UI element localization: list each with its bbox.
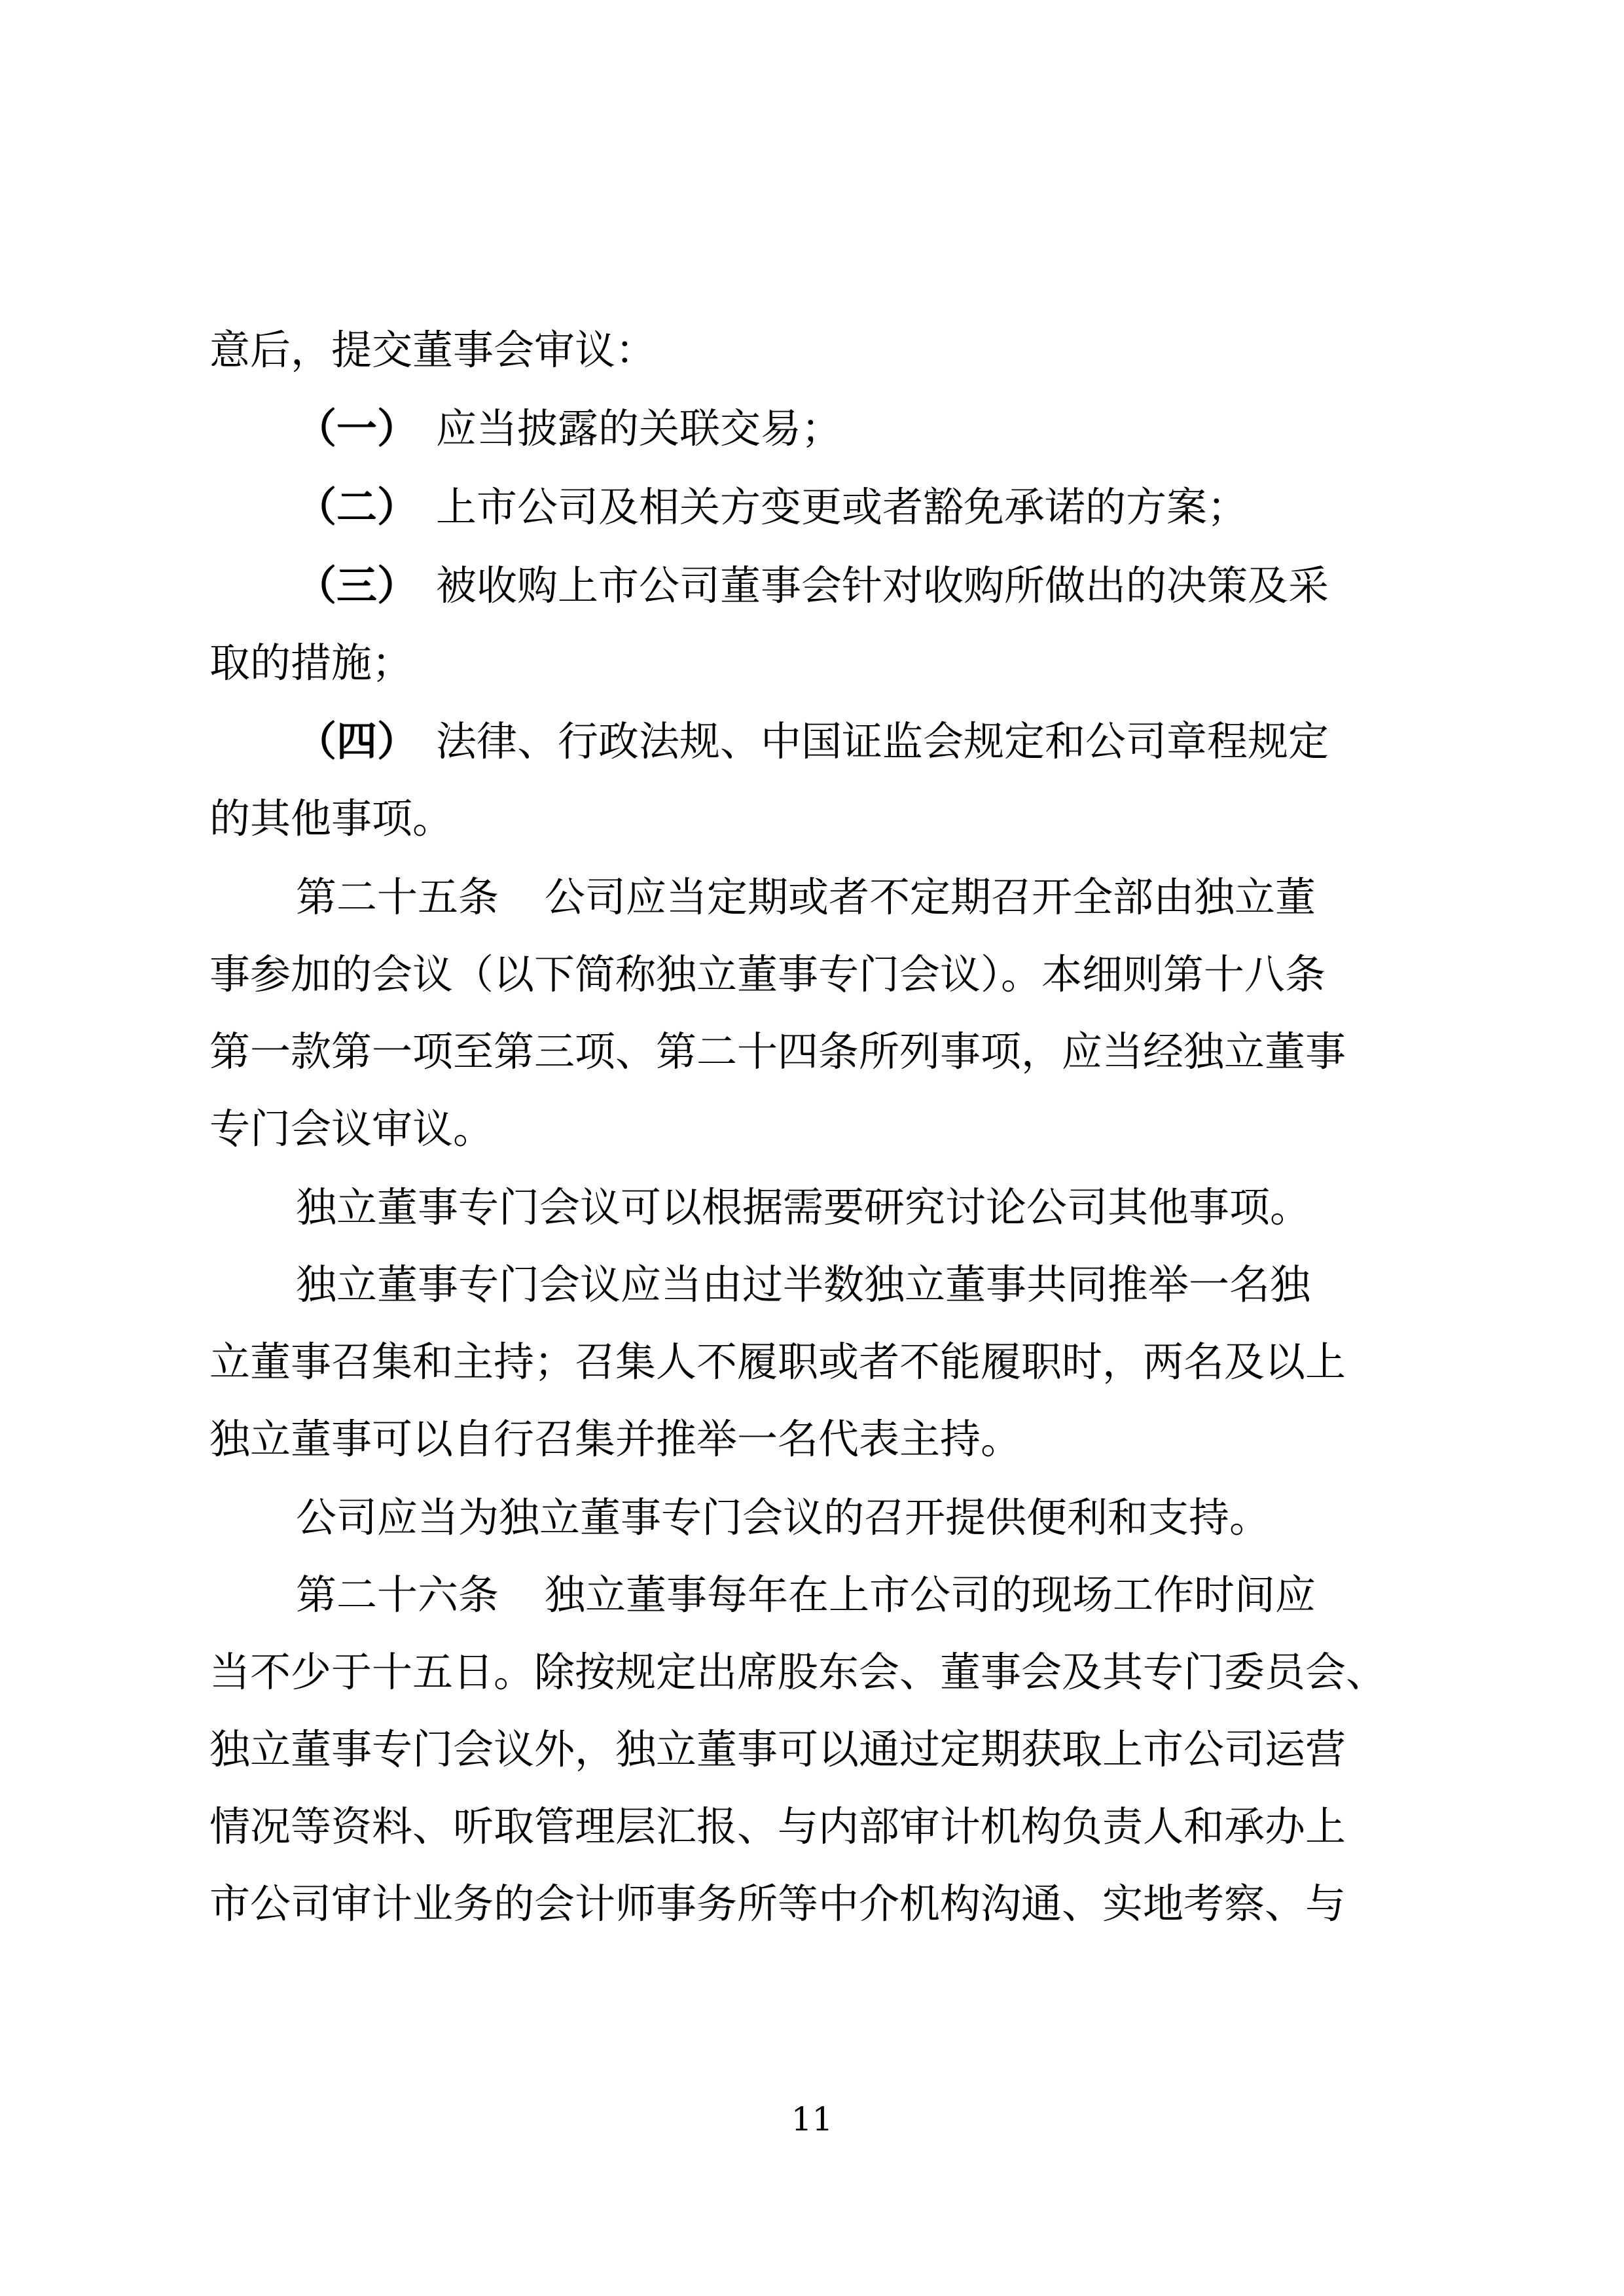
article-25-line-2 (209, 948, 1427, 1001)
article-26-line-3 (209, 1723, 1427, 1776)
list-item-text: 法律、行政法规、中国证监会规定和公司章程规定 (436, 717, 1329, 765)
article-26-line-2 (209, 1646, 1427, 1698)
article-26-line-4 (209, 1801, 1427, 1853)
paragraph-convene-line-2 (209, 1336, 1427, 1388)
article-text: 公司应当定期或者不定期召开全部由独立董 (545, 873, 1316, 921)
list-item-text: 上市公司及相关方变更或者豁免承诺的方案； (436, 483, 1248, 531)
list-marker: （四） (296, 717, 418, 765)
list-marker: （三） (296, 562, 418, 609)
article-26-line-5 (209, 1878, 1427, 1930)
article-25 (296, 871, 1427, 924)
list-item-1 (296, 403, 1427, 455)
list-item-4-continuation (209, 793, 1427, 845)
list-item-text: 应当披露的关联交易； (436, 404, 842, 452)
paragraph-text: 独立董事可以自行召集并推举一名代表主持。 (209, 1415, 1022, 1463)
article-text: 情况等资料、听取管理层汇报、与内部审计机构负责人和承办上 (209, 1803, 1346, 1850)
list-item-4 (296, 715, 1427, 768)
article-text: 独立董事每年在上市公司的现场工作时间应 (545, 1571, 1316, 1619)
paragraph-study (296, 1181, 1427, 1234)
paragraph-text: 独立董事专门会议应当由过半数独立董事共同推举一名独 (296, 1261, 1311, 1308)
list-item-text: 取的措施； (209, 639, 413, 687)
article-text: 独立董事专门会议外，独立董事可以通过定期获取上市公司运营 (209, 1725, 1346, 1773)
article-text: 专门会议审议。 (209, 1105, 494, 1153)
list-marker: （二） (296, 483, 418, 531)
list-item-text: 被收购上市公司董事会针对收购所做出的决策及采 (436, 562, 1329, 609)
paragraph-convene-line-3 (209, 1413, 1427, 1465)
list-item-text: 的其他事项。 (209, 795, 454, 842)
article-25-line-3 (209, 1026, 1427, 1078)
list-item-3-continuation (209, 637, 1427, 689)
paragraph-text: 独立董事专门会议可以根据需要研究讨论公司其他事项。 (296, 1183, 1311, 1231)
page-number: 11 (791, 2100, 833, 2138)
article-number: 第二十五条 (296, 873, 499, 921)
article-25-line-4 (209, 1103, 1427, 1155)
article-26 (296, 1569, 1427, 1621)
paragraph-support (296, 1492, 1427, 1544)
paragraph-text: 意后，提交董事会审议： (209, 326, 657, 374)
article-number: 第二十六条 (296, 1571, 499, 1619)
paragraph-convene (296, 1259, 1427, 1311)
paragraph-continuation (209, 324, 1427, 376)
article-text: 市公司审计业务的会计师事务所等中介机构沟通、实地考察、与 (209, 1880, 1346, 1928)
article-text: 当不少于十五日。除按规定出席股东会、董事会及其专门委员会、 (209, 1648, 1387, 1696)
list-marker: （一） (296, 404, 418, 452)
paragraph-text: 公司应当为独立董事专门会议的召开提供便利和支持。 (296, 1494, 1271, 1541)
list-item-3 (296, 560, 1427, 612)
paragraph-text: 立董事召集和主持；召集人不履职或者不能履职时，两名及以上 (209, 1338, 1346, 1386)
list-item-2 (296, 481, 1427, 533)
article-text: 事参加的会议（以下简称独立董事专门会议）。本细则第十八条 (209, 950, 1326, 998)
article-text: 第一款第一项至第三项、第二十四条所列事项，应当经独立董事 (209, 1028, 1346, 1075)
